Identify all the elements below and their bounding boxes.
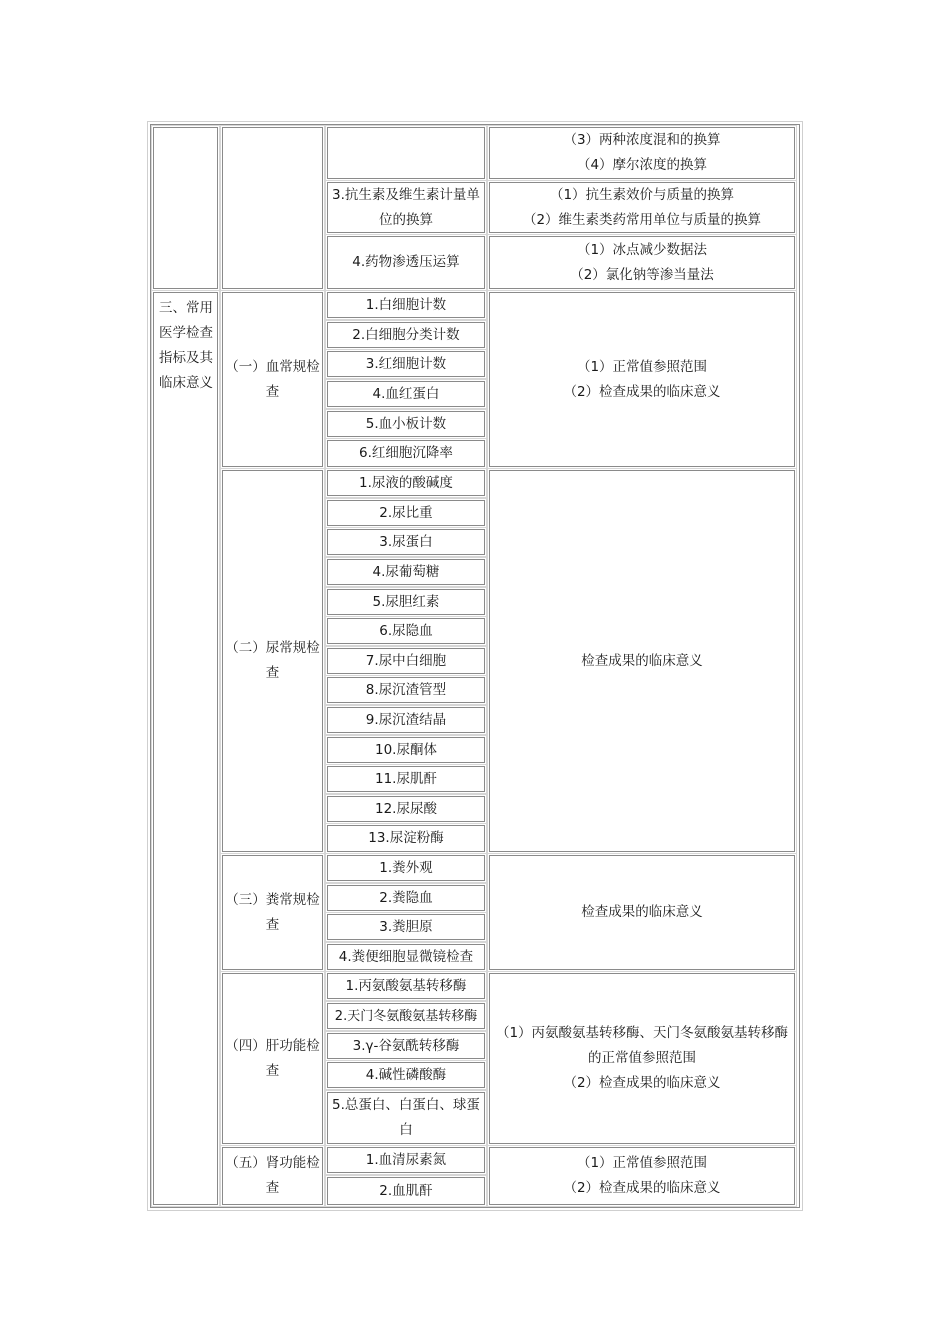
top-row-c-label: 4.药物渗透压运算 [352, 254, 460, 270]
group2-requirements: 检查成果的临床意义 [581, 652, 703, 669]
group4-requirements-cell [489, 973, 795, 1144]
table-row [327, 1177, 485, 1205]
exam-item: 1.粪外观 [379, 859, 433, 876]
group4-title: （四）肝功能检查 [225, 1037, 320, 1079]
table-row [327, 1003, 485, 1029]
table-row [327, 796, 485, 822]
top-row-a-items: （3）两种浓度混和的换算 （4）摩尔浓度的换算 [563, 132, 721, 173]
exam-item: 3.红细胞计数 [365, 355, 447, 372]
group1-title-cell [222, 292, 323, 467]
group5-title-cell [222, 1147, 323, 1205]
exam-item: 2.尿比重 [379, 504, 433, 521]
exam-item: 4.尿葡萄糖 [372, 563, 440, 580]
exam-item: 6.红细胞沉降率 [359, 445, 453, 461]
table-row [327, 292, 485, 318]
table-row [327, 973, 485, 999]
top-block-col1 [153, 127, 218, 289]
table-row [327, 1062, 485, 1088]
exam-item: 10.尿酮体 [375, 741, 437, 758]
table-row [327, 1092, 485, 1144]
table-row [327, 677, 485, 703]
table-row [327, 559, 485, 585]
group5-title: （五）肾功能检查 [225, 1155, 320, 1196]
exam-item: 2.天门冬氨酸氨基转移酶 [334, 1008, 478, 1024]
table-row [327, 381, 485, 407]
table-row [327, 885, 485, 911]
table-row [327, 351, 485, 377]
exam-item: 1.白细胞计数 [365, 296, 447, 313]
table-row [327, 737, 485, 763]
group1-title: （一）血常规检查 [225, 358, 320, 400]
exam-item: 7.尿中白细胞 [365, 652, 447, 669]
exam-item: 4.血红蛋白 [372, 385, 440, 402]
exam-item: 2.白细胞分类计数 [352, 326, 460, 343]
table-row [327, 1033, 485, 1059]
group3-title-cell [222, 855, 323, 970]
group3-requirements: 检查成果的临床意义 [581, 904, 703, 920]
exam-item: 13.尿淀粉酶 [368, 830, 444, 846]
top-row-a-items-cell [489, 127, 795, 179]
section3-title: 三、常用医学检查指标及其临床意义 [159, 300, 213, 391]
table-row [327, 944, 485, 970]
top-row-b-label-cell [327, 182, 485, 233]
table-row [327, 855, 485, 881]
top-row-b-items: （1）抗生素效价与质量的换算 （2）维生素类药常用单位与质量的换算 [522, 186, 762, 228]
table-row [327, 529, 485, 555]
group1-requirements: （1）正常值参照范围 （2）检查成果的临床意义 [563, 358, 721, 400]
exam-item: 2.血肌酐 [379, 1182, 433, 1199]
group4-title-cell [222, 973, 323, 1144]
exam-item: 5.血小板计数 [365, 415, 447, 432]
table-row [327, 500, 485, 526]
group5-requirements: （1）正常值参照范围 （2）检查成果的临床意义 [563, 1155, 721, 1196]
exam-item: 6.尿隐血 [379, 622, 433, 639]
exam-item: 4.碱性磷酸酶 [365, 1066, 447, 1083]
exam-item: 1.血清尿素氮 [365, 1151, 447, 1168]
table-row [327, 618, 485, 644]
table-row [327, 914, 485, 940]
group1-requirements-cell [489, 292, 795, 467]
group2-title-cell [222, 470, 323, 852]
exam-item: 12.尿尿酸 [375, 800, 437, 817]
exam-item: 8.尿沉渣管型 [365, 681, 447, 698]
exam-item: 9.尿沉渣结晶 [365, 711, 447, 728]
top-row-c-items: （1）冰点减少数据法 （2）氯化钠等渗当量法 [570, 241, 714, 283]
exam-item: 3.γ-谷氨酰转移酶 [352, 1037, 460, 1054]
exam-item: 3.尿蛋白 [379, 533, 433, 550]
top-row-c-label-cell [327, 236, 485, 289]
exam-item: 5.尿胆红素 [372, 593, 440, 610]
top-row-a-label-cell [327, 127, 485, 179]
exam-item: 5.总蛋白、白蛋白、球蛋白 [332, 1097, 480, 1138]
group5-requirements-cell [489, 1147, 795, 1205]
top-row-c-items-cell [489, 236, 795, 289]
exam-item: 11.尿肌酐 [375, 770, 437, 787]
top-row-b-items-cell [489, 182, 795, 233]
table-row [327, 825, 485, 852]
table-row [327, 766, 485, 792]
table-row [327, 411, 485, 437]
top-row-b-label: 3.抗生素及维生素计量单位的换算 [332, 186, 480, 228]
table-row [327, 589, 485, 615]
group3-title: （三）粪常规检查 [225, 891, 320, 933]
exam-item: 3.粪胆原 [379, 918, 433, 935]
group3-requirements-cell [489, 855, 795, 970]
table-row [327, 1147, 485, 1173]
top-block-col2 [222, 127, 323, 289]
table-row [327, 707, 485, 733]
table-row [327, 440, 485, 467]
table-row [327, 322, 485, 348]
table-row [327, 470, 485, 496]
exam-item: 1.尿液的酸碱度 [359, 474, 453, 491]
exam-item: 1.丙氨酸氨基转移酶 [345, 977, 467, 994]
table-row [327, 648, 485, 674]
group4-requirements: （1）丙氨酸氨基转移酶、天门冬氨酸氨基转移酶的正常值参照范围 （2）检查成果的临床意义 [495, 1025, 789, 1091]
exam-item: 4.粪便细胞显微镜检查 [338, 948, 474, 965]
group2-requirements-cell [489, 470, 795, 852]
group2-title: （二）尿常规检查 [225, 640, 320, 681]
exam-item: 2.粪隐血 [379, 889, 433, 906]
section3-title-cell [153, 292, 218, 1205]
